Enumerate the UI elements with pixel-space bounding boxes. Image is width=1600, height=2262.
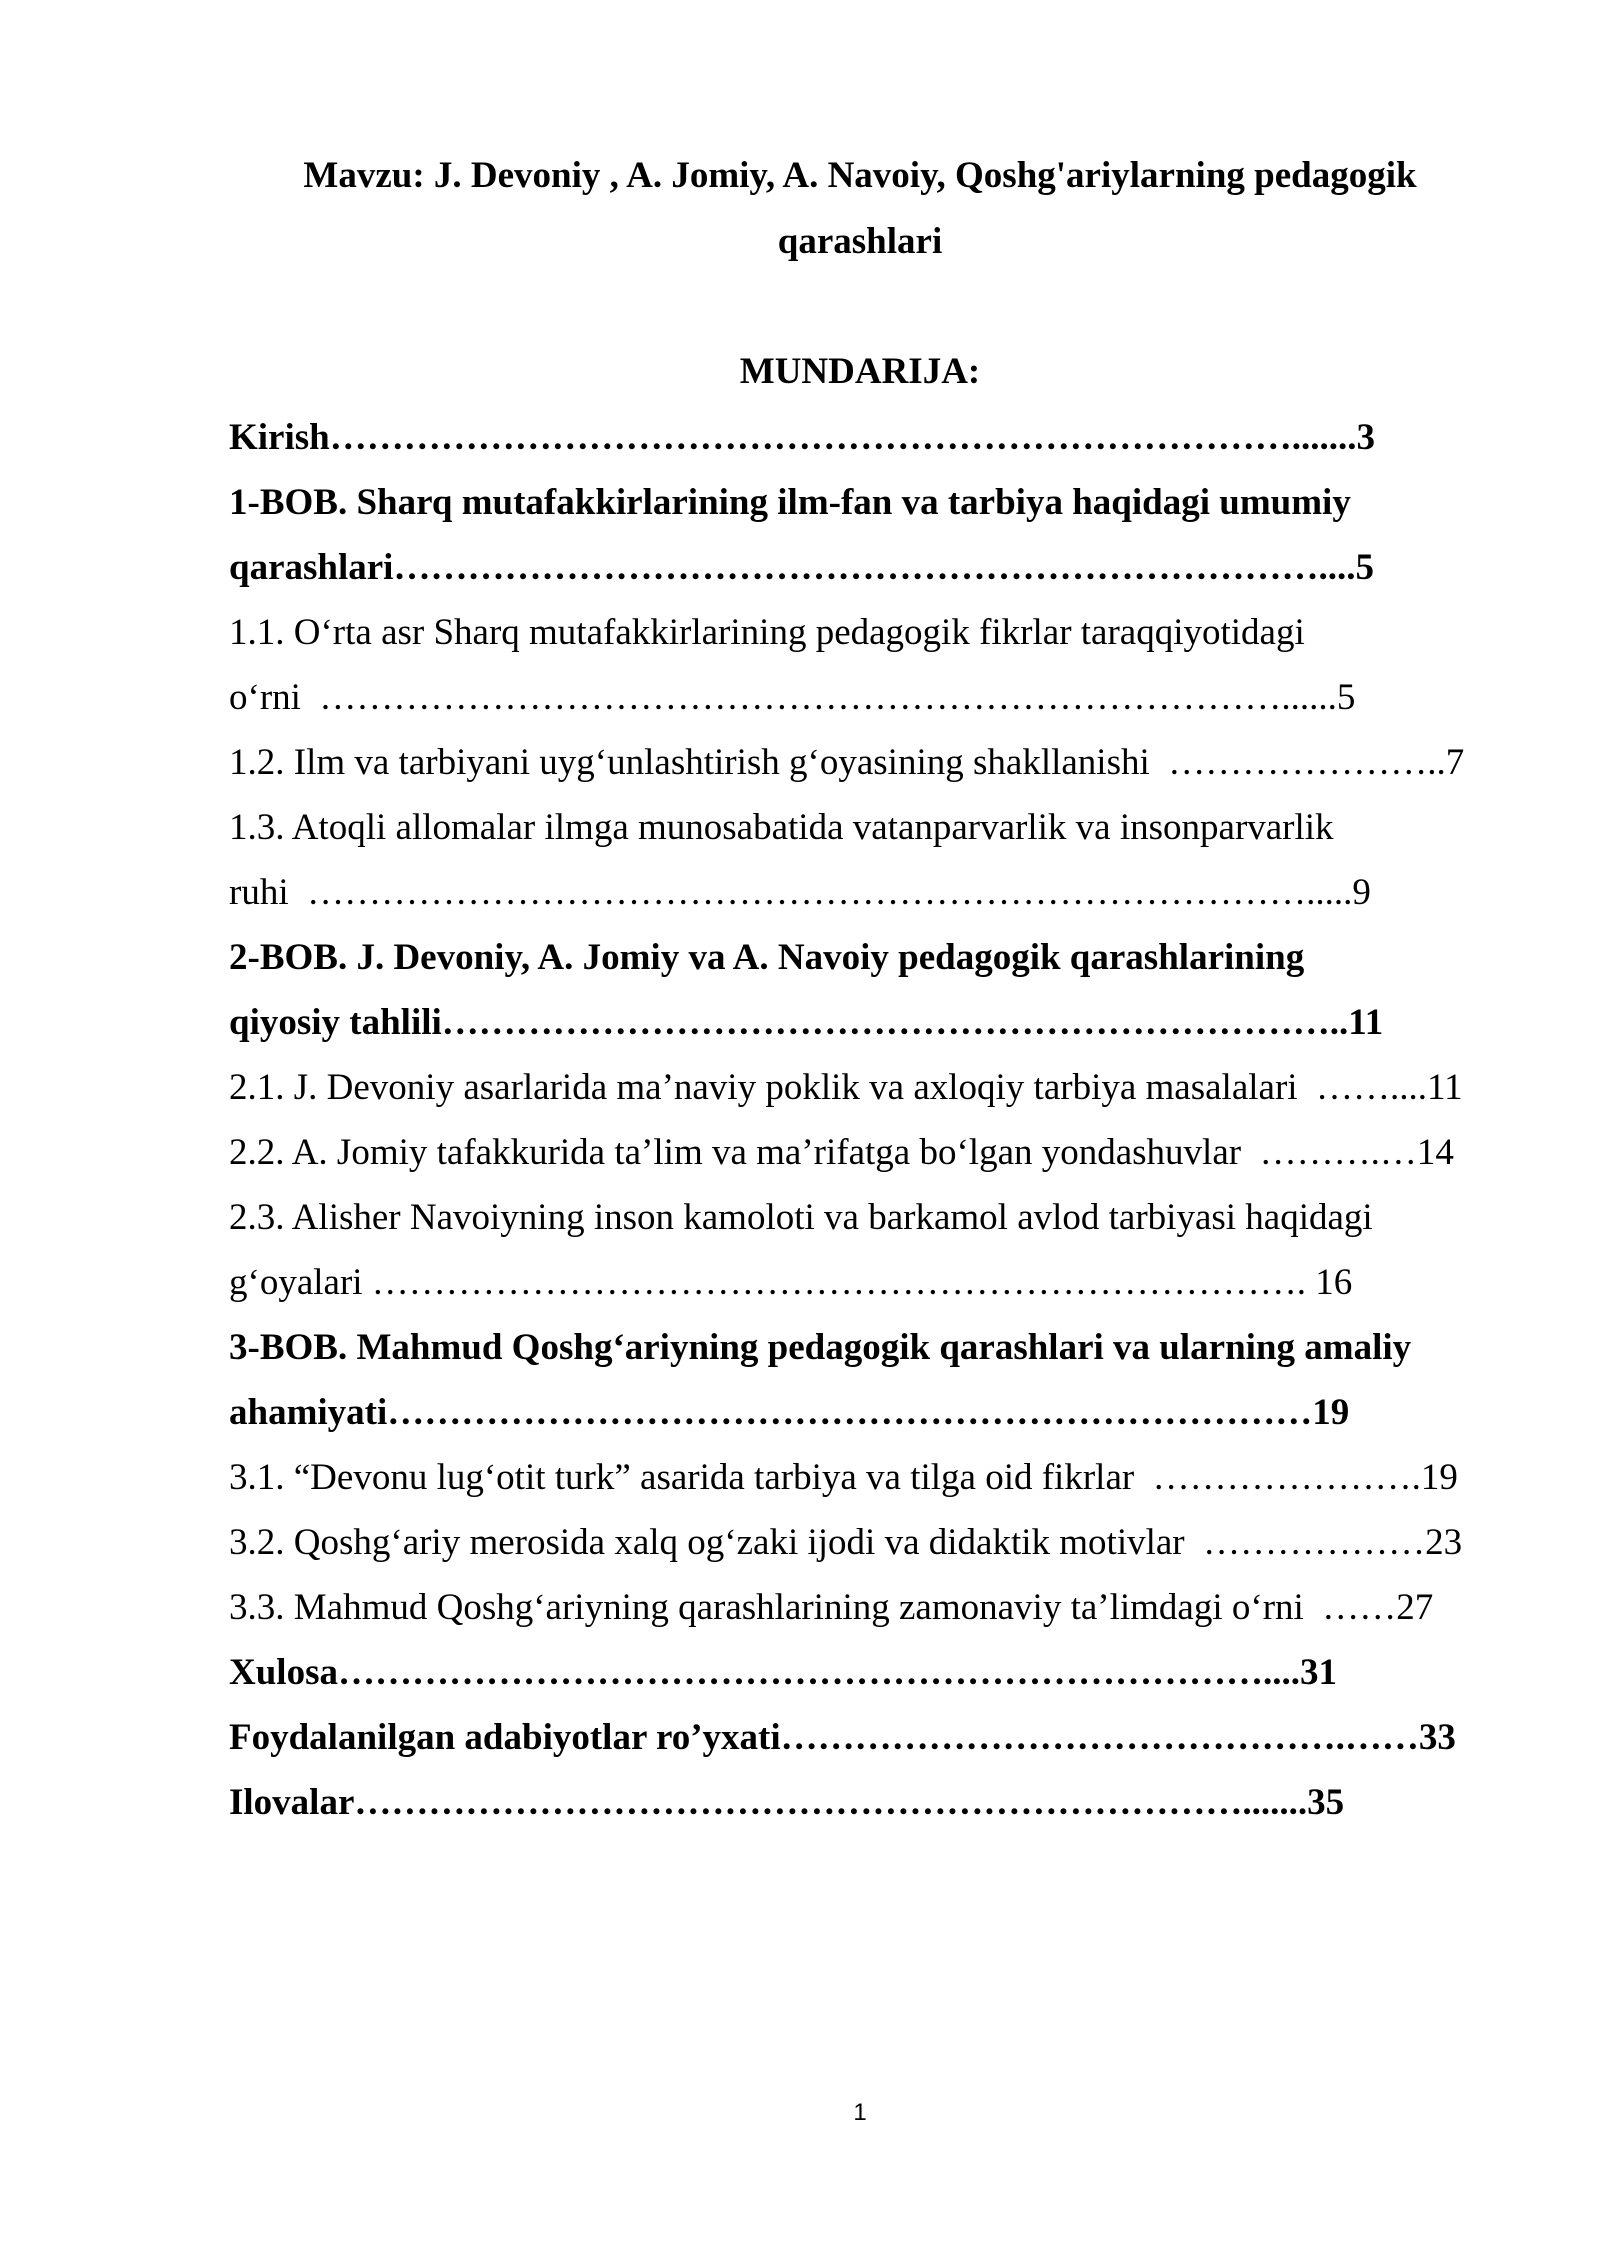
toc-entry-appendices: Ilovalar……………………………………………………………….......35: [229, 1782, 1345, 1823]
toc-chapter-1-title-continued: qarashlari…………………………………………………………………....5: [229, 547, 1374, 588]
contents-heading: MUNDARIJA:: [739, 351, 981, 392]
toc-section-1-3-continued: ruhi ……………………………………………………………………….....9: [229, 872, 1371, 913]
toc-section-3-2: 3.2. Qoshg‘ariy merosida xalq og‘zaki ijodi va didaktik motivlar ………………23: [229, 1522, 1463, 1563]
toc-chapter-2-title-continued: qiyosiy tahlili………………………………………………………………..11: [229, 1002, 1384, 1043]
toc-chapter-1-title: 1-BOB. Sharq mutafakkirlarining ilm-fan va tarbiya haqidagi umumiy: [229, 482, 1351, 523]
toc-section-3-3: 3.3. Mahmud Qoshg‘ariyning qarashlarining zamonaviy ta’limdagi o‘rni ……27: [229, 1587, 1434, 1628]
toc-section-1-1: 1.1. O‘rta asr Sharq mutafakkirlarining pedagogik fikrlar taraqqiyotidagi: [229, 612, 1305, 653]
document-title-line-2: qarashlari: [777, 221, 943, 262]
toc-section-2-1: 2.1. J. Devoniy asarlarida ma’naviy poklik va axloqiy tarbiya masalalari ……....11: [229, 1067, 1463, 1108]
toc-chapter-3-title-continued: ahamiyati…………………………………………………………………19: [229, 1392, 1350, 1433]
toc-section-3-1: 3.1. “Devonu lug‘otit turk” asarida tarbiya va tilga oid fikrlar ………………….19: [229, 1457, 1458, 1498]
page-number: 1: [853, 2099, 867, 2126]
toc-section-1-2: 1.2. Ilm va tarbiyani uyg‘unlashtirish g‘oyasining shakllanishi …………………..7: [229, 742, 1465, 783]
toc-section-2-3-continued: g‘oyalari …………………………………………………………………. 16: [229, 1262, 1353, 1303]
toc-entry-introduction: Kirish…………………………………………………………………….......3: [229, 417, 1375, 458]
toc-entry-conclusion: Xulosa…………………………………………………………………....31: [229, 1652, 1337, 1693]
toc-chapter-3-title: 3-BOB. Mahmud Qoshg‘ariyning pedagogik qarashlari va ularning amaliy: [229, 1327, 1412, 1368]
toc-section-1-1-continued: o‘rni ……………………………………………………………………......5: [229, 677, 1356, 718]
toc-entry-references: Foydalanilgan adabiyotlar ro’yxati……………………………………….……33: [229, 1717, 1456, 1758]
toc-chapter-2-title: 2-BOB. J. Devoniy, A. Jomiy va A. Navoiy pedagogik qarashlarining: [229, 937, 1305, 978]
toc-section-2-2: 2.2. A. Jomiy tafakkurida ta’lim va ma’rifatga bo‘lgan yondashuvlar ……….…14: [229, 1132, 1454, 1173]
document-title-line-1: Mavzu: J. Devoniy , A. Jomiy, A. Navoiy, Qoshg'ariylarning pedagogik: [303, 155, 1417, 196]
toc-section-2-3: 2.3. Alisher Navoiyning inson kamoloti va barkamol avlod tarbiyasi haqidagi: [229, 1197, 1373, 1238]
toc-section-1-3: 1.3. Atoqli allomalar ilmga munosabatida vatanparvarlik va insonparvarlik: [229, 807, 1334, 848]
